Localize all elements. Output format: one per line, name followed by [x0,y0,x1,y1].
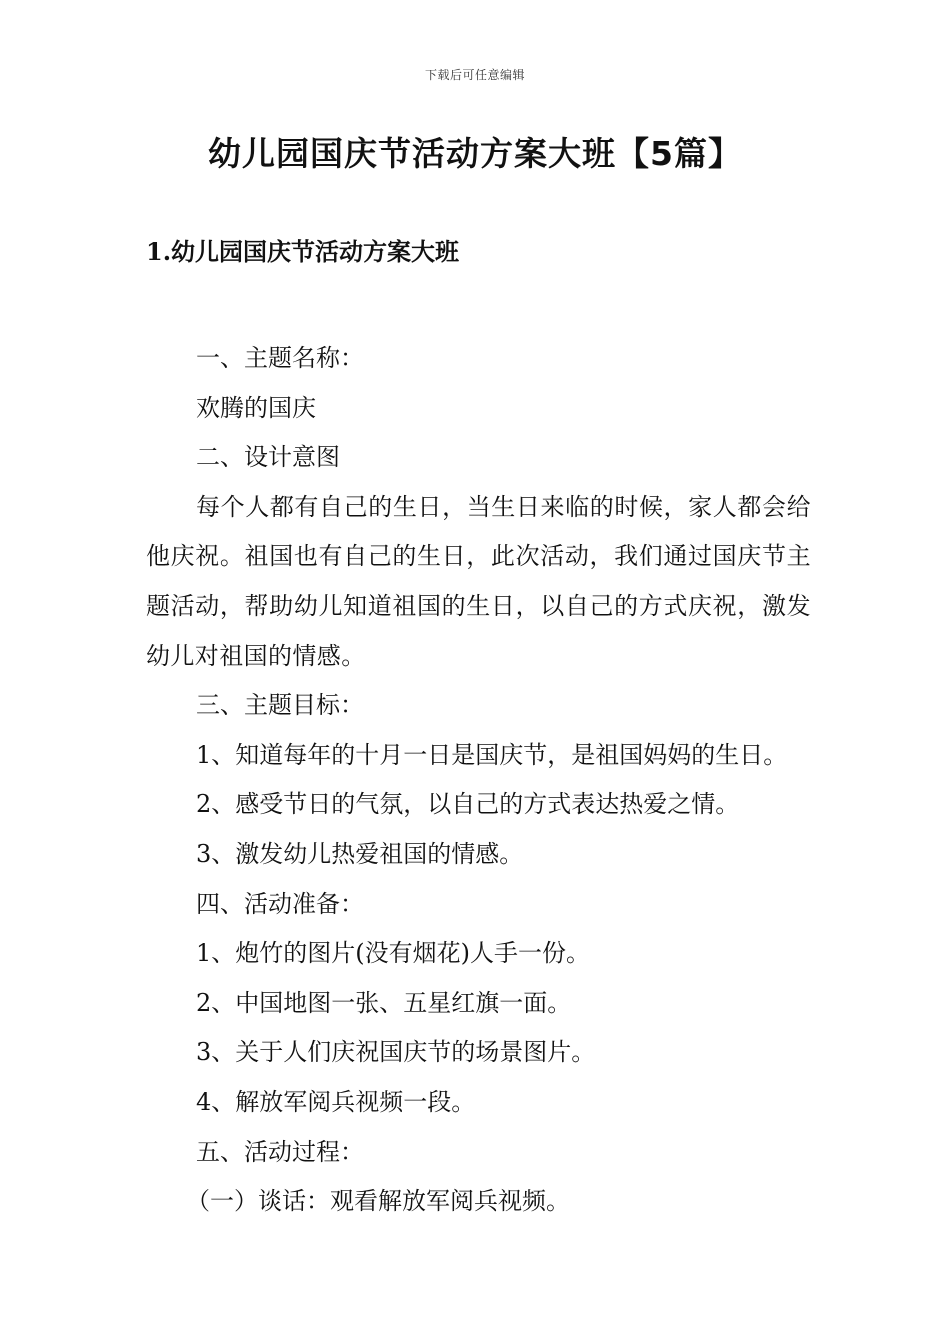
goals-heading: 三、主题目标： [196,691,364,720]
header-note: 下载后可任意编辑 [424,68,525,82]
theme-name: 欢腾的国庆 [196,393,316,422]
preparation-item: 4、解放军阅兵视频一段。 [196,1087,476,1116]
document-title: 幼儿园国庆节活动方案大班【5篇】 [208,134,742,173]
design-intent-paragraph: 每个人都有自己的生日，当生日来临的时候，家人都会给他庆祝。祖国也有自己的生日，此次活动，我们通过国庆节主题活动，帮助幼儿知道祖国的生日，以自己的方式庆祝，激发幼儿对祖国的情感。 [146,492,811,670]
preparation-item: 3、关于人们庆祝国庆节的场景图片。 [196,1038,596,1067]
goal-item: 3、激发幼儿热爱祖国的情感。 [196,839,524,868]
theme-name-heading: 一、主题名称： [196,344,364,372]
design-intent-heading: 二、设计意图 [196,443,340,472]
document-body [146,334,811,1227]
preparation-item: 1、炮竹的图片(没有烟花)人手一份。 [196,939,590,968]
process-item: （一）谈话：观看解放军阅兵视频。 [186,1187,570,1216]
preparation-item: 2、中国地图一张、五星红旗一面。 [196,988,572,1017]
section-heading: 1.幼儿园国庆节活动方案大班 [146,237,460,266]
process-heading: 五、活动过程： [196,1137,364,1166]
preparation-heading: 四、活动准备： [196,889,364,918]
goal-item: 2、感受节日的气氛，以自己的方式表达热爱之情。 [196,790,740,819]
goal-item: 1、知道每年的十月一日是国庆节，是祖国妈妈的生日。 [196,740,788,769]
